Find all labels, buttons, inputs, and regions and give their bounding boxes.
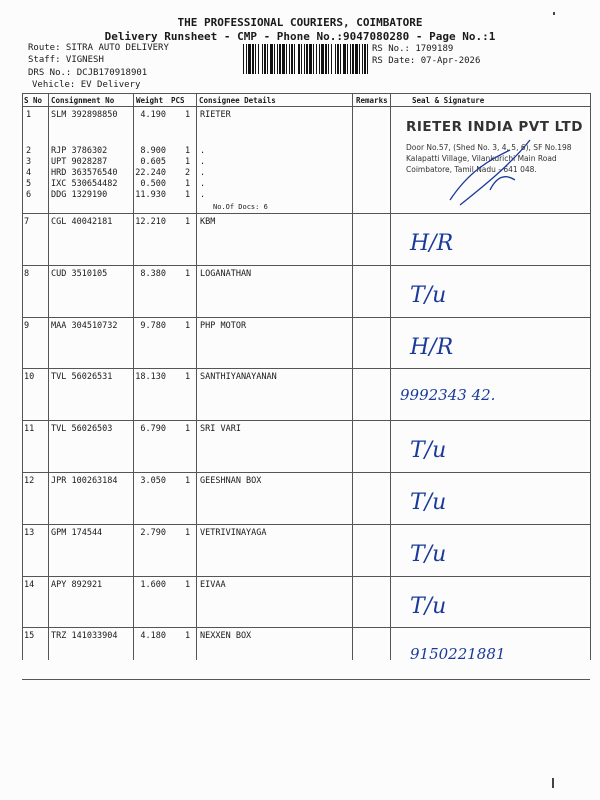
- row-pcs: 1: [185, 580, 191, 590]
- grid-line: [196, 93, 197, 660]
- row-pcs: 1: [185, 424, 191, 434]
- row-sno: 2: [26, 146, 32, 156]
- row-weight: 0.605: [140, 157, 166, 167]
- handwritten-signature: H/R: [410, 231, 454, 256]
- row-weight: 11.930: [135, 190, 166, 200]
- row-consignment-no: MAA 304510732: [51, 321, 118, 331]
- handwritten-signature: T/u: [410, 594, 447, 619]
- barcode-bar: [331, 44, 332, 74]
- handwritten-scribble: [430, 130, 560, 210]
- row-sno: 4: [26, 168, 32, 178]
- grid-line: [590, 93, 591, 660]
- company-stamp-name: RIETER INDIA PVT LTD: [406, 119, 583, 135]
- row-consignee: NEXXEN BOX: [200, 631, 252, 641]
- handwritten-signature: H/R: [410, 335, 454, 360]
- row-separator: [22, 265, 590, 266]
- runsheet-subtitle: Delivery Runsheet - CMP - Phone No.:9047080280 - Page No.:1: [104, 30, 496, 43]
- row-weight: 4.180: [140, 631, 166, 641]
- col-consignee: Consignee Details: [199, 96, 276, 105]
- col-seal-signature: Seal & Signature: [412, 96, 485, 105]
- row-sno: 6: [26, 190, 32, 200]
- row-consignee: SANTHIYANAYANAN: [200, 372, 277, 382]
- scan-mark: [552, 778, 554, 788]
- row-pcs: 1: [185, 179, 191, 189]
- row-consignment-no: DDG 1329190: [51, 190, 108, 200]
- barcode-bar: [255, 44, 256, 74]
- row-consignment-no: UPT 9028287: [51, 157, 108, 167]
- row-consignment-no: CUD 3510105: [51, 269, 108, 279]
- barcode-bar: [289, 44, 290, 74]
- row-consignee: .: [200, 168, 206, 178]
- row-separator: [22, 524, 590, 525]
- row-separator: [22, 317, 590, 318]
- row-separator: [22, 627, 590, 628]
- grid-line: [352, 93, 353, 660]
- row-weight: 0.500: [140, 179, 166, 189]
- barcode-bar: [282, 44, 285, 74]
- row-consignment-no: IXC 530654482: [51, 179, 118, 189]
- row-consignee: .: [200, 190, 206, 200]
- barcode-bar: [262, 44, 263, 74]
- barcode-bar: [252, 44, 254, 74]
- row-sno: 14: [24, 580, 35, 590]
- row-consignee: .: [200, 157, 206, 167]
- row-consignee: .: [200, 179, 206, 189]
- col-remarks: Remarks: [356, 96, 388, 105]
- row-consignee: VETRIVINAYAGA: [200, 528, 267, 538]
- row-consignee: RIETER: [200, 110, 231, 120]
- no-of-docs: No.Of Docs: 6: [213, 203, 268, 211]
- row-consignment-no: TVL 56026531: [51, 372, 113, 382]
- barcode-bar: [347, 44, 348, 74]
- row-consignment-no: CGL 40042181: [51, 217, 113, 227]
- barcode-bar: [309, 44, 312, 74]
- row-sno: 9: [24, 321, 30, 331]
- route-label: Route: SITRA AUTO DELIVERY: [28, 43, 169, 53]
- row-consignment-no: APY 892921: [51, 580, 103, 590]
- staff-label: Staff: VIGNESH: [28, 55, 104, 65]
- row-consignee: .: [200, 146, 206, 156]
- barcode: [243, 44, 368, 74]
- row-separator: [22, 368, 590, 369]
- barcode-bar: [279, 44, 281, 74]
- row-weight: 22.240: [135, 168, 166, 178]
- row-sno: 8: [24, 269, 30, 279]
- row-separator: [22, 472, 590, 473]
- row-consignment-no: TVL 56026503: [51, 424, 113, 434]
- handwritten-signature: T/u: [410, 438, 447, 463]
- barcode-bar: [316, 44, 317, 74]
- row-sno: 3: [26, 157, 32, 167]
- barcode-bar: [277, 44, 278, 74]
- row-weight: 1.600: [140, 580, 166, 590]
- barcode-bar: [335, 44, 336, 74]
- table-top-border: [22, 93, 590, 94]
- row-sno: 12: [24, 476, 35, 486]
- row-sno: 7: [24, 217, 30, 227]
- barcode-bar: [319, 44, 320, 74]
- row-weight: 3.050: [140, 476, 166, 486]
- row-sno: 11: [24, 424, 35, 434]
- table-header-border: [22, 106, 590, 107]
- row-pcs: 1: [185, 476, 191, 486]
- barcode-bar: [301, 44, 302, 74]
- company-title: THE PROFESSIONAL COURIERS, COIMBATORE: [177, 16, 423, 29]
- row-consignee: LOGANATHAN: [200, 269, 252, 279]
- barcode-bar: [321, 44, 324, 74]
- row-weight: 2.790: [140, 528, 166, 538]
- handwritten-signature: T/u: [410, 542, 447, 567]
- handwritten-signature: 9992343 42.: [400, 386, 496, 404]
- row-pcs: 2: [185, 168, 191, 178]
- stamp-address-line: Kalapatti Village, Vilankurichi Main Road: [406, 154, 557, 163]
- barcode-bar: [243, 44, 244, 74]
- row-pcs: 1: [185, 372, 191, 382]
- barcode-bar: [270, 44, 273, 74]
- row-pcs: 1: [185, 528, 191, 538]
- col-sno: S No: [24, 96, 43, 105]
- row-pcs: 1: [185, 157, 191, 167]
- barcode-bar: [350, 44, 351, 74]
- barcode-graphic: [243, 44, 368, 74]
- row-consignment-no: RJP 3786302: [51, 146, 108, 156]
- row-weight: 9.780: [140, 321, 166, 331]
- row-separator: [22, 213, 590, 214]
- barcode-bar: [359, 44, 360, 74]
- handwritten-signature: T/u: [410, 283, 447, 308]
- row-sno: 13: [24, 528, 35, 538]
- row-consignee: PHP MOTOR: [200, 321, 247, 331]
- stamp-address-line: Coimbatore, Tamil Nadu - 641 048.: [406, 165, 537, 174]
- row-consignment-no: GPM 174544: [51, 528, 103, 538]
- col-pcs: PCS: [171, 96, 185, 105]
- row-consignment-no: JPR 100263184: [51, 476, 118, 486]
- row-weight: 6.790: [140, 424, 166, 434]
- row-separator: [22, 420, 590, 421]
- barcode-bar: [328, 44, 329, 74]
- barcode-bar: [355, 44, 358, 74]
- col-weight: Weight: [136, 96, 164, 105]
- barcode-bar: [362, 44, 363, 74]
- row-separator: [22, 576, 590, 577]
- barcode-bar: [340, 44, 341, 74]
- barcode-bar: [367, 44, 368, 74]
- barcode-bar: [298, 44, 300, 74]
- row-consignment-no: HRD 363576540: [51, 168, 118, 178]
- barcode-bar: [264, 44, 266, 74]
- barcode-bar: [274, 44, 275, 74]
- row-sno: 1: [26, 110, 32, 120]
- row-weight: 4.190: [140, 110, 166, 120]
- row-pcs: 1: [185, 110, 191, 120]
- row-pcs: 1: [185, 217, 191, 227]
- barcode-bar: [258, 44, 259, 74]
- row-pcs: 1: [185, 146, 191, 156]
- row-pcs: 1: [185, 321, 191, 331]
- handwritten-signature: 9150221881: [410, 645, 506, 663]
- stamp-address-line: Door No.57, (Shed No. 3, 4, 5, 6), SF No.198: [406, 143, 572, 152]
- barcode-bar: [294, 44, 295, 74]
- grid-line: [390, 93, 391, 660]
- handwritten-signature: T/u: [410, 490, 447, 515]
- grid-line: [22, 93, 23, 660]
- row-consignment-no: SLM 392898850: [51, 110, 118, 120]
- row-weight: 12.210: [135, 217, 166, 227]
- col-consignment: Consignment No: [51, 96, 115, 105]
- barcode-bar: [246, 44, 247, 74]
- row-consignee: GEESHNAN BOX: [200, 476, 262, 486]
- row-sno: 10: [24, 372, 35, 382]
- rs-number: RS No.: 1709189: [372, 44, 454, 54]
- row-pcs: 1: [185, 190, 191, 200]
- row-weight: 8.380: [140, 269, 166, 279]
- barcode-bar: [337, 44, 339, 74]
- barcode-bar: [313, 44, 314, 74]
- row-sno: 5: [26, 179, 32, 189]
- barcode-bar: [306, 44, 308, 74]
- row-pcs: 1: [185, 631, 191, 641]
- rs-date: RS Date: 07-Apr-2026: [372, 56, 481, 66]
- row-consignee: KBM: [200, 217, 216, 227]
- barcode-bar: [286, 44, 287, 74]
- barcode-bar: [343, 44, 346, 74]
- row-sno: 15: [24, 631, 35, 641]
- row-consignment-no: TRZ 141033904: [51, 631, 118, 641]
- barcode-bar: [364, 44, 366, 74]
- vehicle-label: Vehicle: EV Delivery: [32, 80, 141, 90]
- row-pcs: 1: [185, 269, 191, 279]
- barcode-bar: [267, 44, 268, 74]
- scan-mark: [553, 12, 555, 15]
- row-weight: 18.130: [135, 372, 166, 382]
- grid-line: [48, 93, 49, 660]
- barcode-bar: [304, 44, 305, 74]
- row-weight: 8.900: [140, 146, 166, 156]
- barcode-bar: [291, 44, 293, 74]
- row-consignee: SRI VARI: [200, 424, 241, 434]
- barcode-bar: [325, 44, 327, 74]
- barcode-bar: [352, 44, 354, 74]
- row-separator: [22, 679, 590, 680]
- barcode-bar: [248, 44, 251, 74]
- row-consignee: EIVAA: [200, 580, 226, 590]
- drs-number: DRS No.: DCJB170918901: [28, 68, 148, 78]
